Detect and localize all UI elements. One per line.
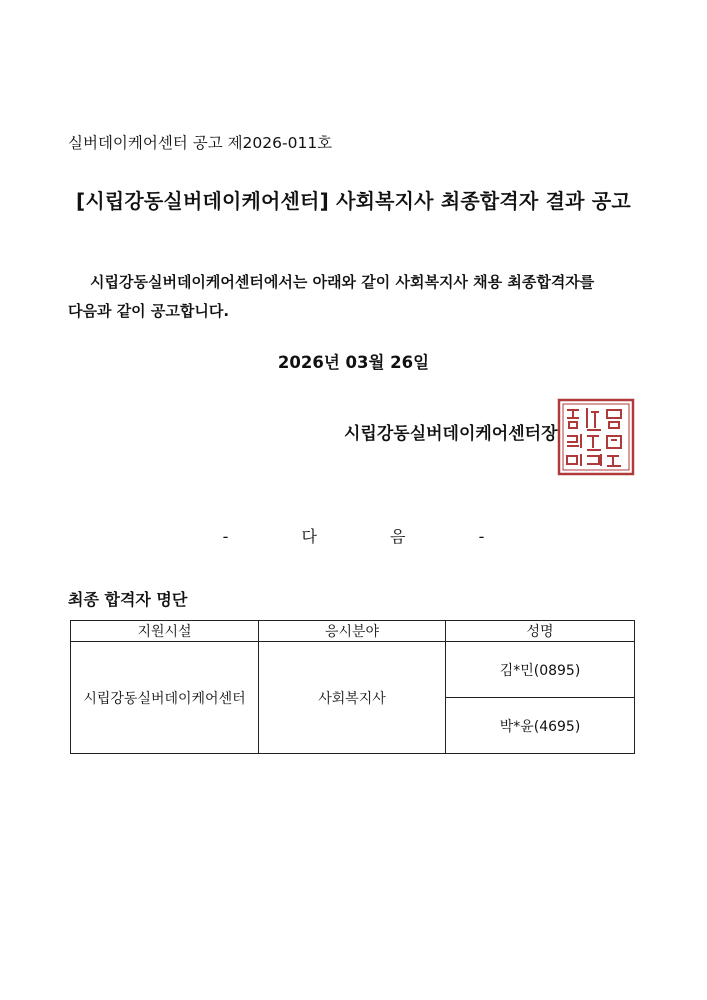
document-number: 실버데이케어센터 공고 제2026-011호: [68, 134, 333, 152]
divider-char-2: 음: [390, 527, 406, 546]
section-heading: 최종 합격자 명단: [68, 590, 188, 609]
results-table: [70, 620, 635, 754]
document-title: [시립강동실버데이케어센터] 사회복지사 최종합격자 결과 공고: [76, 189, 631, 213]
table-header-row: [71, 621, 635, 642]
issuer-name: 시립강동실버데이케어센터장: [344, 424, 558, 444]
body-paragraph: [68, 268, 643, 326]
official-seal-icon: [557, 398, 635, 476]
table-row: [71, 642, 635, 698]
header-name: 성명: [446, 621, 635, 642]
body-line-2: 다음과 같이 공고합니다.: [68, 302, 230, 320]
header-field: 응시분야: [259, 621, 446, 642]
field-cell: 사회복지사: [259, 642, 446, 754]
name-cell: 김*민(0895): [446, 642, 635, 698]
name-cell: 박*윤(4695): [446, 698, 635, 754]
divider-dash-left: -: [222, 527, 229, 546]
divider-char-1: 다: [301, 527, 317, 546]
header-facility: 지원시설: [71, 621, 259, 642]
document-date: 2026년 03월 26일: [277, 353, 430, 372]
facility-cell: 시립강동실버데이케어센터: [71, 642, 259, 754]
body-line-1: 시립강동실버데이케어센터에서는 아래와 같이 사회복지사 채용 최종합격자를: [90, 273, 595, 291]
divider-dash-right: -: [478, 527, 485, 546]
divider-label: [0, 524, 707, 547]
